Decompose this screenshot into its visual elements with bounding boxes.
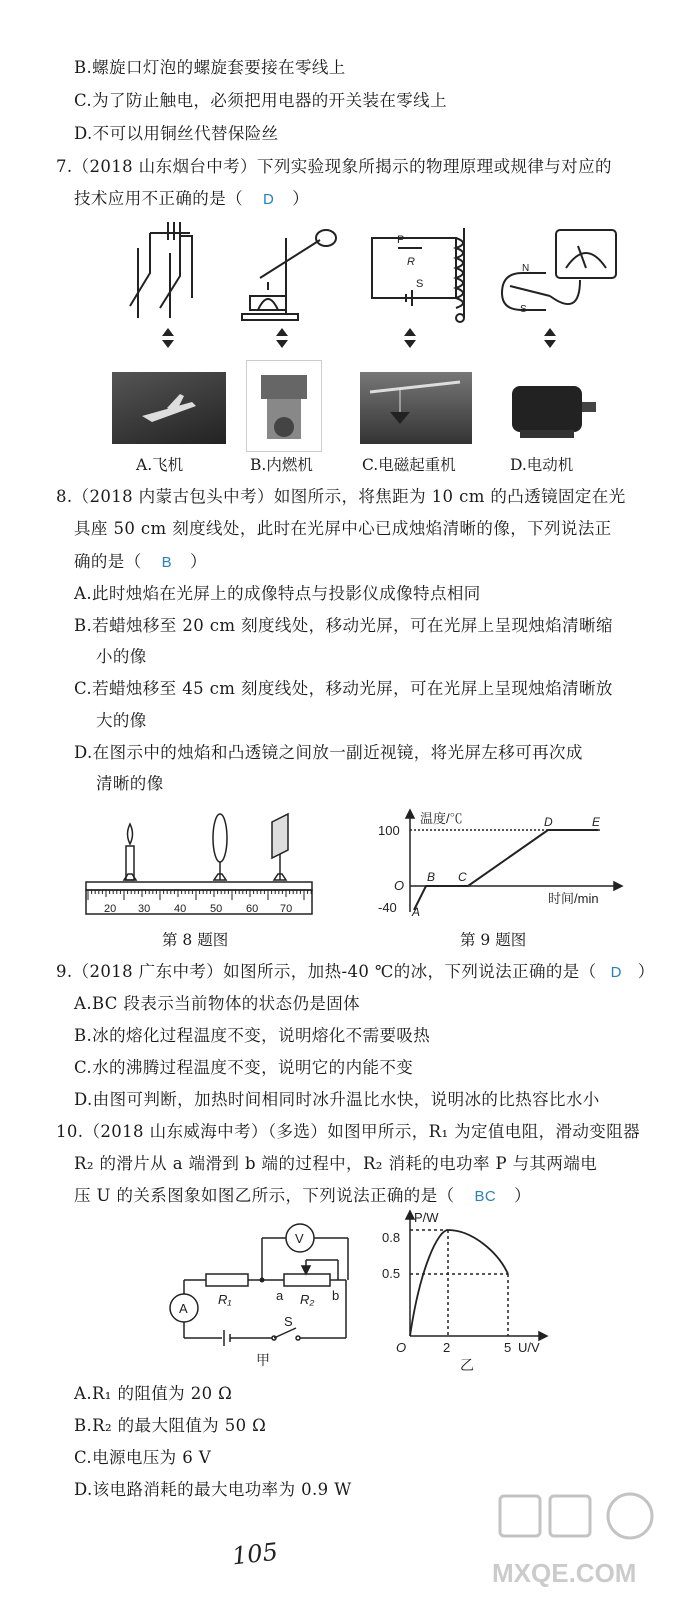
q10-stem-line2: R₂ 的滑片从 a 端滑到 b 端的过程中，R₂ 消耗的电功率 P 与其两端电 [74,1154,598,1173]
q7-experiment-figures [110,218,630,348]
u-axis-label: U/V [518,1340,540,1355]
q9-answer: D [610,964,622,981]
test-tube-stand-figure [242,230,336,320]
q8-option-c-line1: C.若蜡烛移至 45 cm 刻度线处，移动光屏，可在光屏上呈现烛焰清晰放 [74,679,613,698]
q9-point-c: C [458,870,467,884]
q6-option-c: C.为了防止触电，必须把用电器的开关装在零线上 [74,91,447,110]
q9-point-b: B [427,870,436,884]
q8-stem-text: 确的是（ [74,552,142,571]
q8-stem-line1: 8.（2018 内蒙古包头中考）如图所示，将焦距为 10 cm 的凸透镜固定在光 [56,487,626,506]
engine-photo [246,360,322,452]
q8-option-d-line2: 清晰的像 [96,774,164,793]
galvanometer-figure [502,230,616,310]
q8-option-b-line1: B.若蜡烛移至 20 cm 刻度线处，移动光屏，可在光屏上呈现烛焰清晰缩 [74,616,613,635]
q7-caption-a: A.飞机 [136,456,184,474]
airplane-icon [112,372,226,444]
electromagnet-circuit-figure [372,228,464,322]
svg-text:MXQE.COM: MXQE.COM [492,1558,637,1588]
q9-origin: O [394,878,405,893]
q8-optical-bench-figure [82,808,316,920]
q9-y100: 100 [378,823,400,838]
q9-point-e: E [592,815,601,829]
ruler-label-20: 20 [104,903,117,915]
voltmeter-label: V [295,1231,304,1246]
motor-photo [502,372,600,444]
crane-photo [360,372,472,444]
label-s2: S [520,304,527,315]
q6-option-d: D.不可以用铜丝代替保险丝 [74,124,279,143]
ruler-label-70: 70 [280,903,293,915]
q9-option-c: C.水的沸腾过程温度不变，说明它的内能不变 [74,1058,414,1077]
graph-origin: O [396,1340,407,1355]
page-number: 105 [230,1537,280,1571]
q10-answer: BC [474,1188,497,1205]
q9-option-d: D.由图可判断，加热时间相同时冰升温比水快，说明冰的比热容比水小 [74,1090,600,1109]
q9-ylabel: 温度/℃ [420,811,463,826]
q8-stem-close: ） [190,552,207,571]
q7-stem-text: 技术应用不正确的是（ [74,189,243,208]
q9-point-a: A [412,905,421,918]
q10-stem-text: 压 U 的关系图象如图乙所示，下列说法正确的是（ [74,1186,455,1205]
graph-caption: 乙 [460,1357,474,1373]
q9-stem [56,960,655,985]
q9-point-d: D [544,815,553,829]
ruler-label-50: 50 [210,903,223,915]
tick-0-8: 0.8 [382,1230,401,1245]
r2-label: R₂ [300,1292,315,1307]
ruler-ticks [88,890,311,900]
q10-option-a: A.R₁ 的阻值为 20 Ω [74,1384,233,1403]
q7-caption-d: D.电动机 [510,456,574,474]
q8-option-a: A.此时烛焰在光屏上的成像特点与投影仪成像特点相同 [74,584,481,603]
circuit-caption: 甲 [256,1352,270,1368]
q9-stem-text: 9.（2018 广东中考）如图所示，加热-40 ℃的冰，下列说法正确的是（ [56,962,597,981]
q9-caption: 第 9 题图 [460,931,527,949]
watermark-icon [480,1490,676,1594]
q6-option-b: B.螺旋口灯泡的螺旋套要接在零线上 [74,58,346,77]
r1-label: R₁ [218,1292,232,1307]
q8-option-d-line1: D.在图示中的烛焰和凸透镜之间放一副近视镜，将光屏左移可再次成 [74,743,583,762]
q10-stem-line3 [74,1184,531,1209]
label-n: N [522,263,530,274]
q9-xlabel: 时间/min [548,891,599,906]
q10-option-b: B.R₂ 的最大阻值为 50 Ω [74,1416,267,1435]
q9-option-b: B.冰的熔化过程温度不变，说明熔化不需要吸热 [74,1026,431,1045]
q8-option-c-line2: 大的像 [96,711,147,730]
q8-option-b-line2: 小的像 [96,647,147,666]
q10-circuit-figure [166,1220,362,1370]
q9-temperature-graph [372,808,634,918]
q8-answer: B [161,554,173,571]
q7-caption-b: B.内燃机 [250,456,313,474]
q7-caption-c: C.电磁起重机 [362,456,456,474]
q8-stem-line2: 具座 50 cm 刻度线处，此时在光屏中心已成烛焰清晰的像，下列说法正 [74,519,612,538]
crane-icon [360,372,472,444]
p-axis-label: P/W [414,1210,439,1225]
q8-caption: 第 8 题图 [162,931,229,949]
q10-option-c: C.电源电压为 6 V [74,1448,212,1467]
engine-icon [247,361,321,451]
label-p: P [397,234,405,246]
ruler-label-40: 40 [174,903,187,915]
q10-option-d: D.该电路消耗的最大电功率为 0.9 W [74,1480,352,1499]
end-b-label: b [332,1288,340,1303]
q9-yneg40: -40 [378,900,397,915]
q9-stem-close: ） [637,962,655,981]
label-r: R [407,256,415,268]
q9-option-a: A.BC 段表示当前物体的状态仍是固体 [74,994,361,1013]
motor-icon [502,372,600,444]
airplane-photo [112,372,226,444]
q10-stem-line1: 10.（2018 山东威海中考）（多选）如图甲所示，R₁ 为定值电阻，滑动变阻器 [56,1122,641,1141]
lens-icon [213,814,227,862]
q7-stem-line2 [74,187,309,212]
q7-answer: D [263,191,275,208]
switch-label: S [284,1314,293,1329]
q7-stem-line1: 7.（2018 山东烟台中考）下列实验现象所揭示的物理原理或规律与对应的 [56,157,612,176]
end-a-label: a [276,1288,284,1303]
paper-sheets-figure [130,222,192,318]
q8-stem-line3 [74,550,207,575]
label-s: S [416,278,424,290]
tick-5: 5 [504,1340,512,1355]
ruler-label-30: 30 [138,903,151,915]
tick-2: 2 [443,1340,451,1355]
double-arrows [162,328,556,348]
tick-0-5: 0.5 [382,1266,401,1281]
q10-power-graph [380,1208,560,1374]
ammeter-label: A [179,1301,188,1316]
q10-stem-close: ） [514,1186,532,1205]
watermark-logo [480,1490,676,1594]
ruler-label-60: 60 [246,903,259,915]
screen-icon [272,814,288,858]
q7-stem-close: ） [292,189,310,208]
